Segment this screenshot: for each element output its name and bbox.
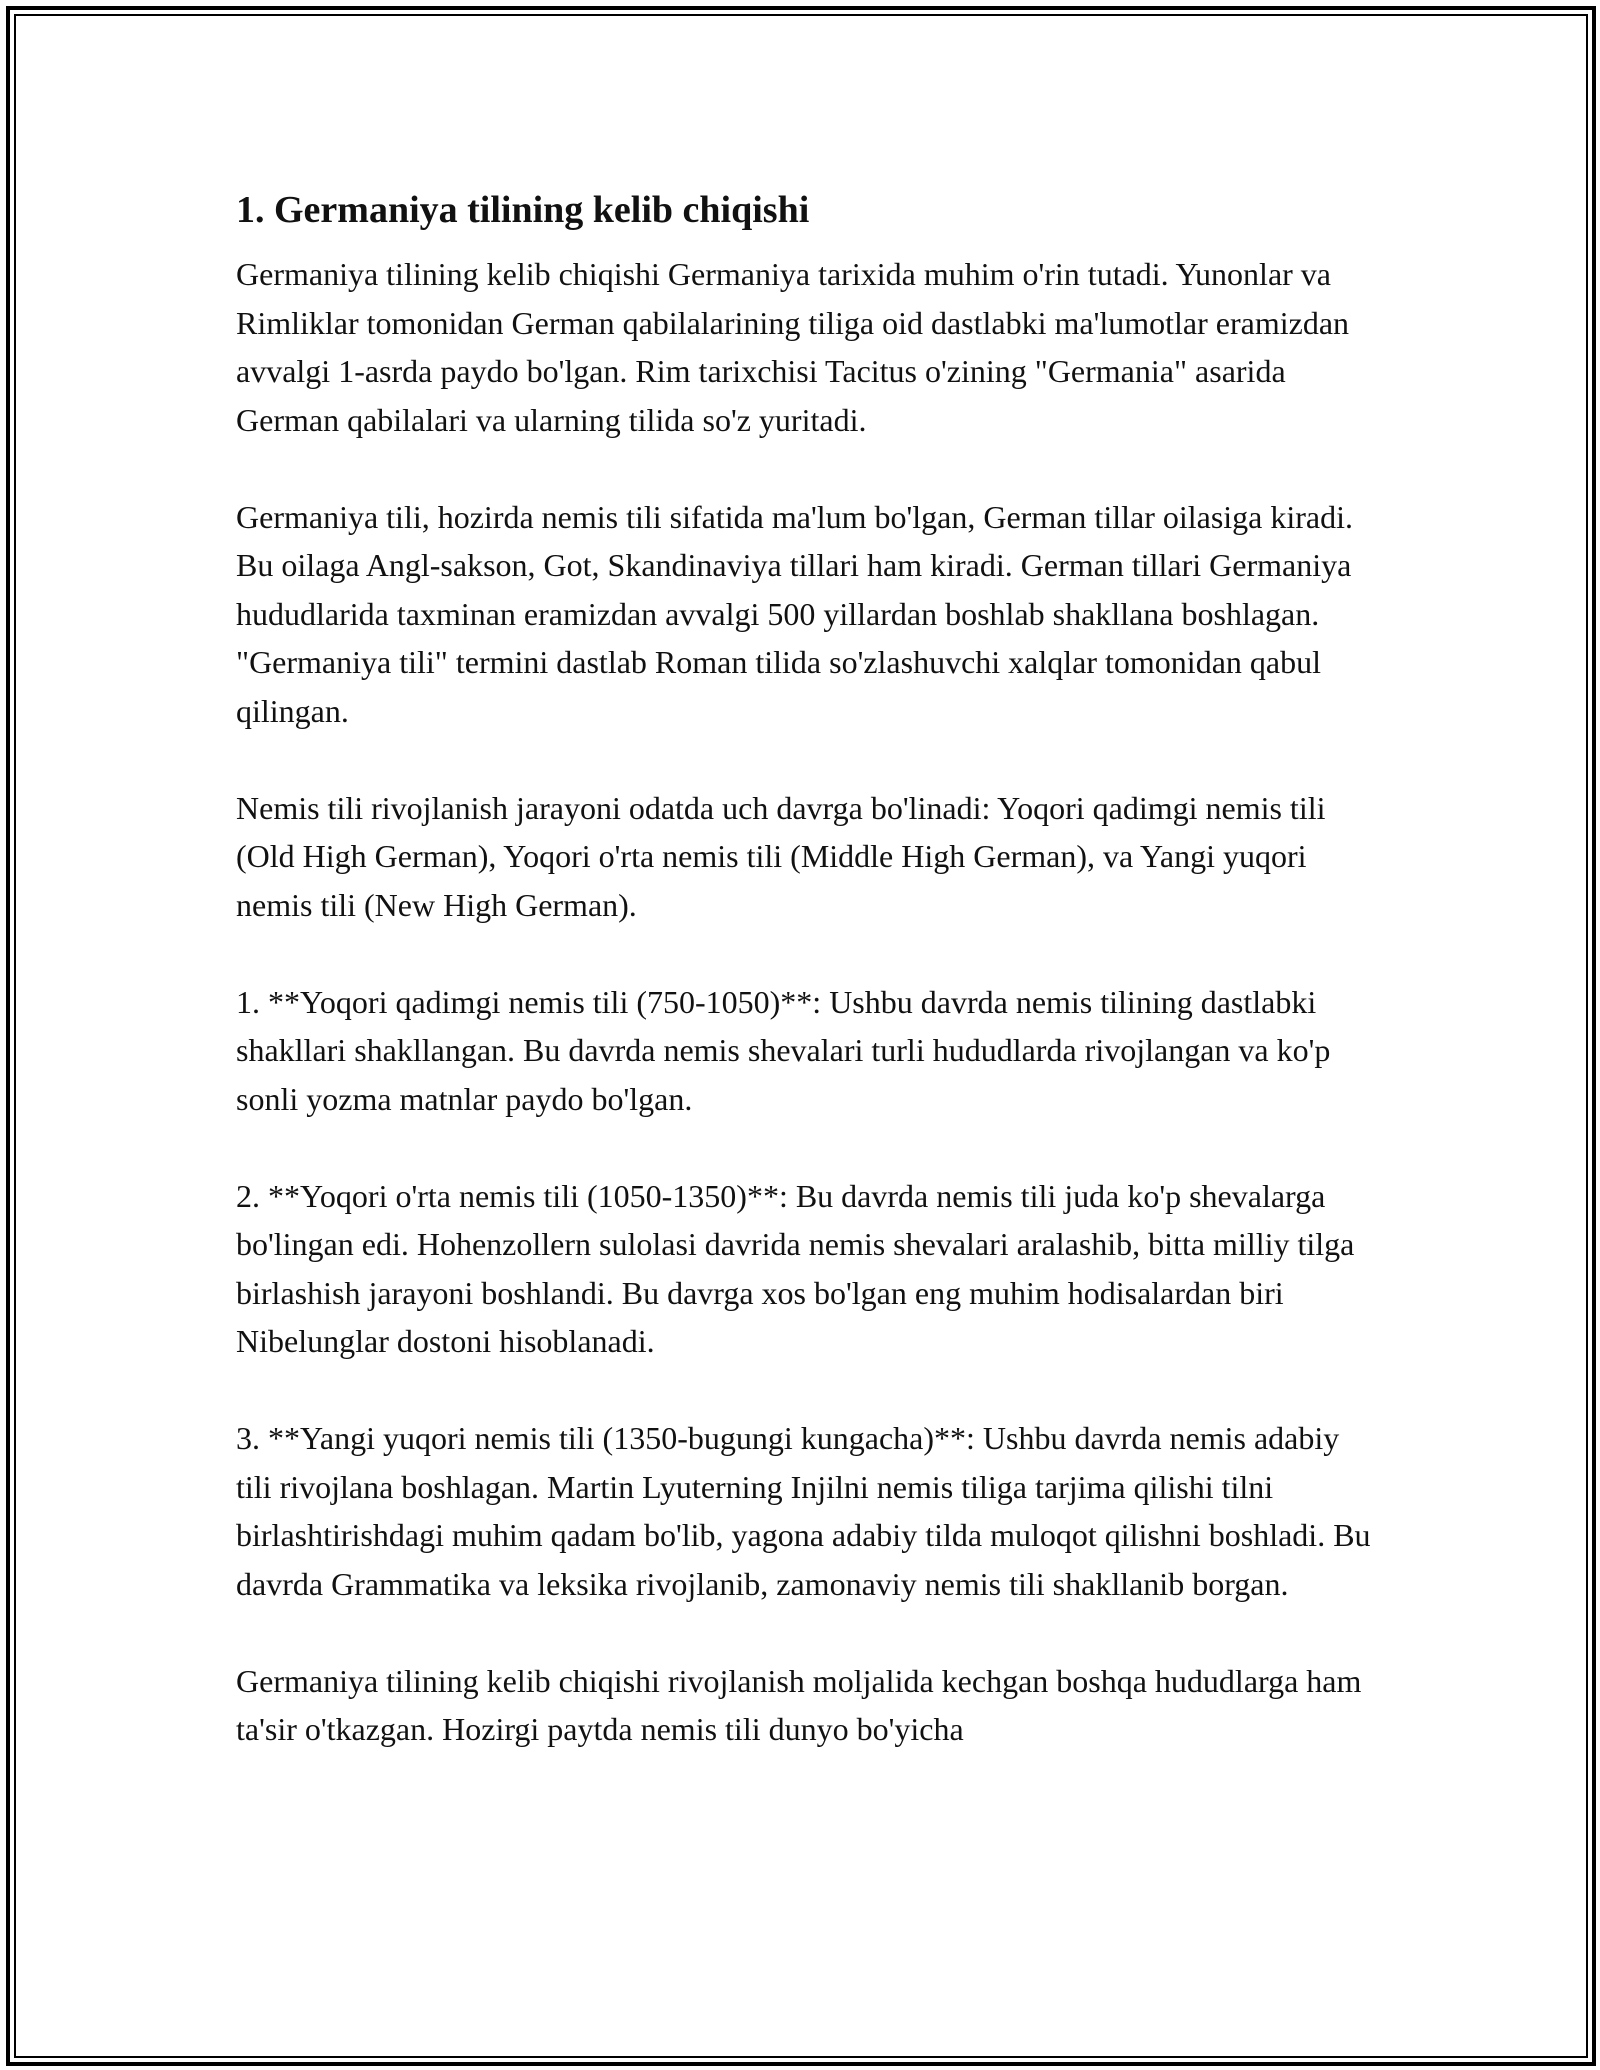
document-title: 1. Germaniya tilining kelib chiqishi <box>236 189 810 231</box>
paragraph-origin: Germaniya tilining kelib chiqishi Germaniya tarixida muhim o'rin tutadi. Yunonlar va Rimliklar tomonidan German qabilalarining tiliga oid dastlabki ma'lumotlar eramizdan avvalgi 1-asrda paydo bo'lgan. Rim tarixchisi Tacitus o'zining "Germania" asarida German qabilalari va ularning tilida so'z yuritadi. <box>236 256 1350 438</box>
paragraph-language-family: Germaniya tili, hozirda nemis tili sifatida ma'lum bo'lgan, German tillar oilasiga kiradi. Bu oilaga Angl-sakson, Got, Skandinaviya tillari ham kiradi. German tillari Germaniya hududlarida taxminan eramizdan avvalgi 500 yillardan boshlab shakllana boshlagan. "Germaniya tili" termini dastlab Roman tilida so'zlashuvchi xalqlar tomonidan qabul qilingan. <box>236 498 1354 729</box>
document-body <box>236 186 1376 1802</box>
paragraph-conclusion: Germaniya tilining kelib chiqishi rivojlanish moljalida kechgan boshqa hududlarga ham ta'sir o'tkazgan. Hozirgi paytda nemis tili dunyo bo'yicha <box>236 1662 1362 1747</box>
list-item-old-high-german: 1. **Yoqori qadimgi nemis tili (750-1050)**: Ushbu davrda nemis tilining dastlabki shakllari shakllangan. Bu davrda nemis shevalari turli hududlarda rivojlangan va ko'p sonli yozma matnlar paydo bo'lgan. <box>236 983 1331 1117</box>
list-item-new-high-german: 3. **Yangi yuqori nemis tili (1350-bugungi kungacha)**: Ushbu davrda nemis adabiy tili rivojlana boshlagan. Martin Lyuterning Injilni nemis tiliga tarjima qilishi tilni birlashtirishdagi muhim qadam bo'lib, yagona adabiy tilda muloqot qilishni boshladi. Bu davrda Grammatika va leksika rivojlanib, zamonaviy nemis tili shakllanib borgan. <box>236 1420 1371 1602</box>
paragraph-periods-intro: Nemis tili rivojlanish jarayoni odatda uch davrga bo'linadi: Yoqori qadimgi nemis tili (Old High German), Yoqori o'rta nemis tili (Middle High German), va Yangi yuqori nemis tili (New High German). <box>236 789 1326 923</box>
list-item-middle-high-german: 2. **Yoqori o'rta nemis tili (1050-1350)**: Bu davrda nemis tili juda ko'p shevalarga bo'lingan edi. Hohenzollern sulolasi davrida nemis shevalari aralashib, bitta milliy tilga birlashish jarayoni boshlandi. Bu davrga xos bo'lgan eng muhim hodisalardan biri Nibelunglar dostoni hisoblanadi. <box>236 1177 1355 1359</box>
